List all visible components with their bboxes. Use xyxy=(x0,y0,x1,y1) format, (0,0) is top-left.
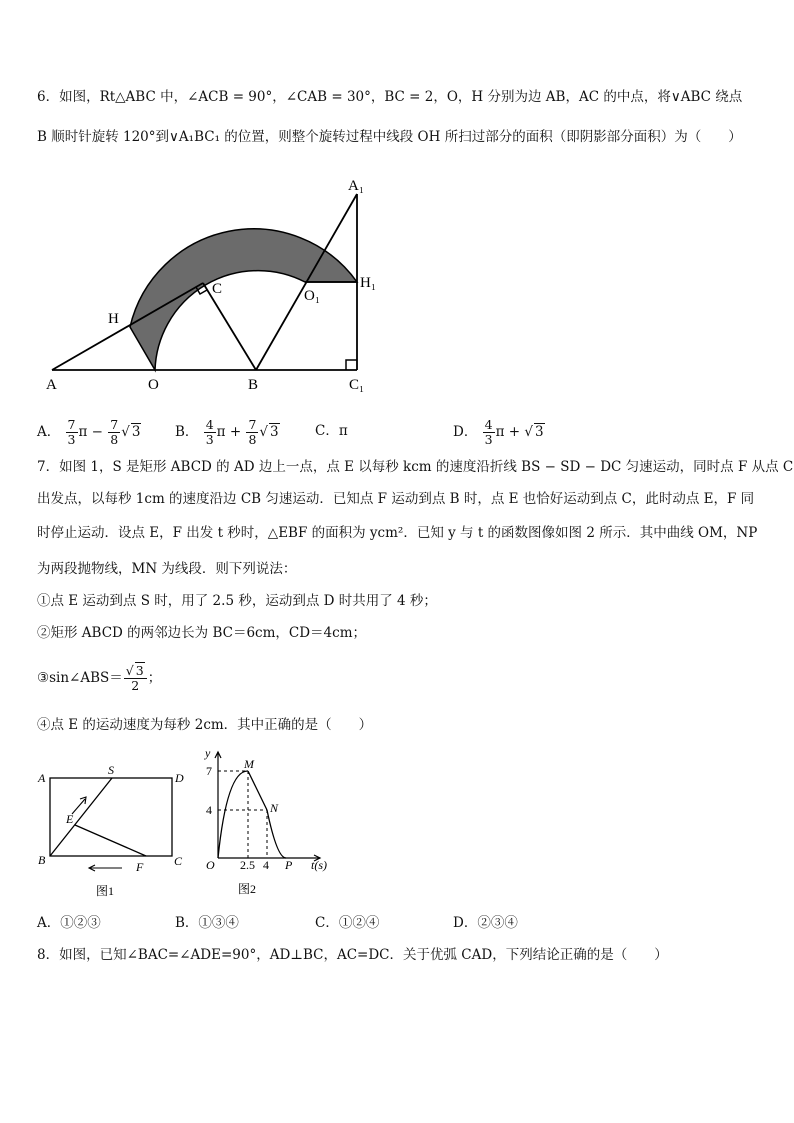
fig2-label-t: t(s) xyxy=(311,858,327,872)
q7-line1: 7．如图 1，S 是矩形 ABCD 的 AD 边上一点，点 E 以每秒 kcm 的速度沿折线 BS − SD − DC 匀速运动，同时点 F 从点 C xyxy=(37,459,794,475)
fig2-label-t4: 4 xyxy=(263,858,269,872)
q7-option-a: A．①②③ xyxy=(37,915,101,931)
fig2-label-M: M xyxy=(244,757,254,771)
label-A1: A₁ xyxy=(348,178,365,194)
q6-option-d: D． $\frac{4}{3}$ π + √ 3 xyxy=(453,417,544,447)
fig1-label-D: D xyxy=(175,771,184,785)
fig2-caption: 图2 xyxy=(238,882,257,896)
q7-line2: 出发点，以每秒 1cm 的速度沿边 CB 匀速运动．已知点 F 运动到点 B 时，点 E 也恰好运动到点 C，此时动点 E，F 同 xyxy=(37,491,755,507)
fig1-caption: 图1 xyxy=(96,884,115,898)
label-C: C xyxy=(212,281,223,297)
label-O: O xyxy=(148,377,159,393)
fig2-label-2-5: 2.5 xyxy=(240,858,255,872)
q7-figure2 xyxy=(200,744,340,904)
q6-figure xyxy=(30,168,390,398)
q7-line3: 时停止运动．设点 E，F 出发 t 秒时，△EBF 的面积为 ycm²．已知 y 与 t 的函数图像如图 2 所示．其中曲线 OM，NP xyxy=(37,525,758,541)
q6-option-a: A． $\frac{7}{3}$ π − $\frac{7}{8}$ √ 3 xyxy=(37,417,141,447)
fig1-label-A: A xyxy=(38,771,46,785)
q6-option-b: B． $\frac{4}{3}$ π + $\frac{7}{8}$ √ 3 xyxy=(175,417,279,447)
q6-line1: 6．如图，Rt△ABC 中，∠ACB = 90°，∠CAB = 30°，BC = 2，O，H 分别为边 AB，AC 的中点，将∨ABC 绕点 xyxy=(37,89,743,105)
q7-option-b: B．①③④ xyxy=(175,915,239,931)
q7-line4: 为两段抛物线，MN 为线段．则下列说法： xyxy=(37,561,297,577)
fig2-label-N: N xyxy=(270,801,279,815)
fig2-label-y: y xyxy=(205,746,211,760)
q7-option-c: C．①②④ xyxy=(315,915,380,931)
label-H: H xyxy=(108,311,119,327)
label-C1: C₁ xyxy=(349,377,365,393)
fig2-label-7: 7 xyxy=(206,764,212,778)
q6-option-c: C．π xyxy=(315,423,348,439)
fig2-label-P: P xyxy=(285,858,293,872)
label-A: A xyxy=(46,377,57,393)
fig1-label-E: E xyxy=(66,812,74,826)
q6-line2: B 顺时针旋转 120°到∨A₁BC₁ 的位置，则整个旋转过程中线段 OH 所扫过部分的面积（即阴影部分面积）为（ ） xyxy=(37,129,742,145)
fig1-label-S: S xyxy=(108,763,114,777)
fig1-label-F: F xyxy=(136,860,144,874)
fig1-label-B: B xyxy=(38,853,46,867)
q7-statement-2: ②矩形 ABCD 的两邻边长为 BC＝6cm，CD＝4cm； xyxy=(37,625,367,641)
label-H1: H₁ xyxy=(360,275,377,291)
fig2-label-4: 4 xyxy=(206,803,212,817)
q7-statement-3: ③sin∠ABS＝ $\frac{√ 3}{2}$ ； xyxy=(37,663,162,693)
q7-statement-4: ④点 E 的运动速度为每秒 2cm．其中正确的是（ ） xyxy=(37,717,373,733)
label-B: B xyxy=(248,377,259,393)
label-O1: O₁ xyxy=(304,288,321,304)
q7-figure1 xyxy=(30,756,200,906)
q7-option-d: D．②③④ xyxy=(453,915,518,931)
q7-statement-1: ①点 E 运动到点 S 时，用了 2.5 秒，运动到点 D 时共用了 4 秒； xyxy=(37,593,437,609)
fig1-label-C: C xyxy=(174,854,183,868)
fig2-label-O: O xyxy=(206,858,215,872)
q8-line1: 8．如图，已知∠BAC=∠ADE=90°，AD⊥BC，AC=DC．关于优弧 CAD，下列结论正确的是（ ） xyxy=(37,947,668,963)
